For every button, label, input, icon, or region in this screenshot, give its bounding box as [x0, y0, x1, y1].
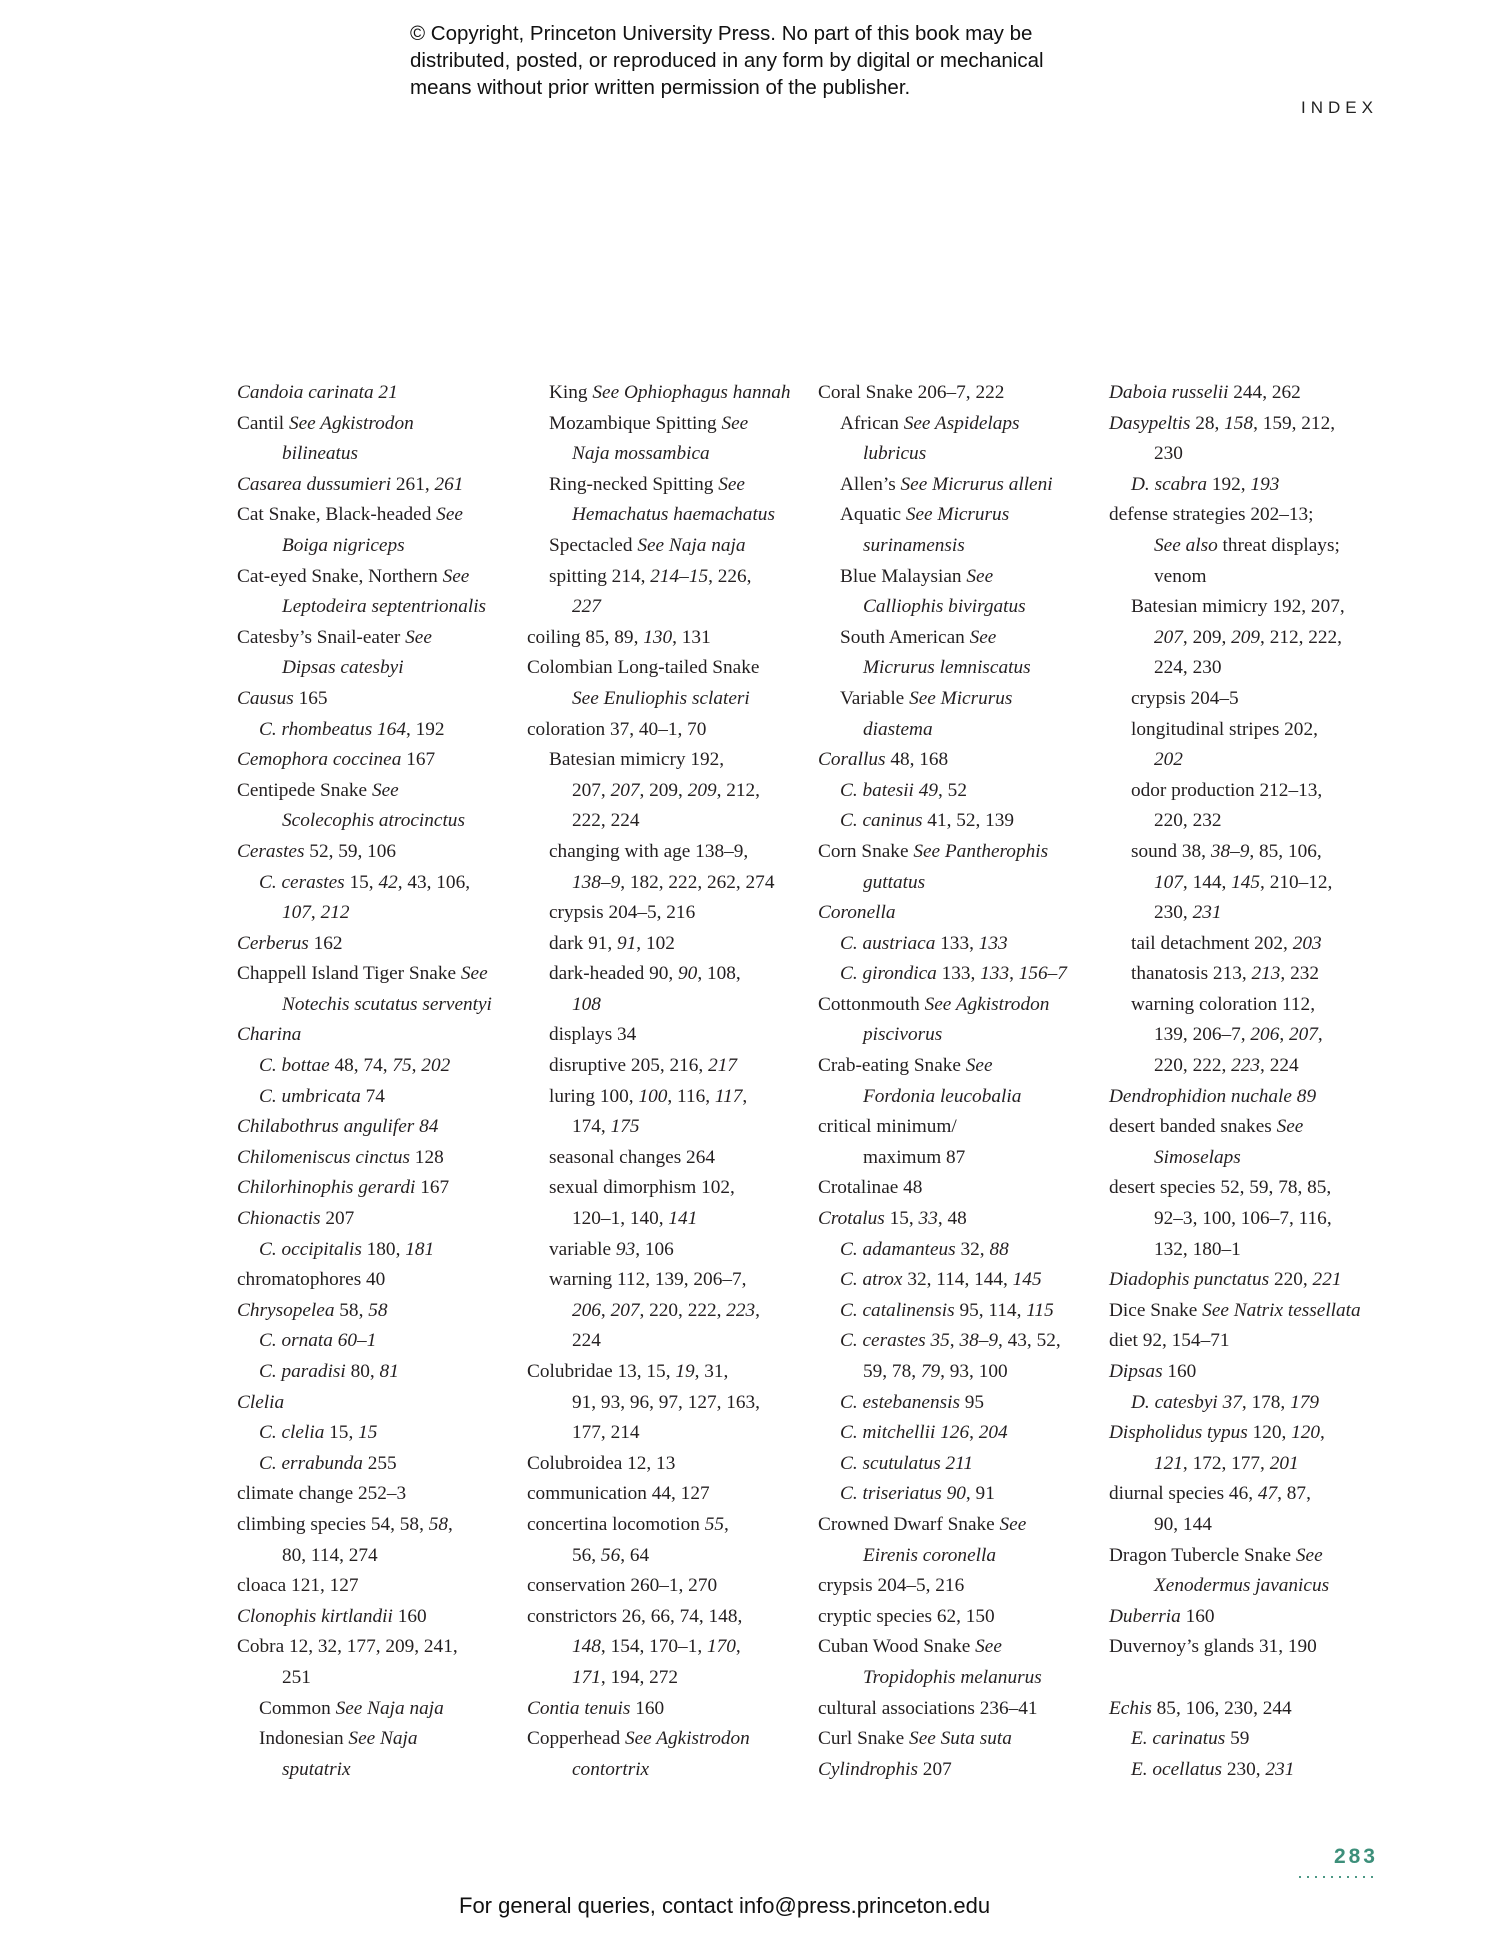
index-entry: Corn Snake See Pantherophis [818, 840, 1049, 862]
index-subentry: C. catalinensis 95, 114, 115 [840, 1299, 1054, 1321]
index-entry-continuation: 177, 214 [572, 1422, 640, 1444]
index-entry-continuation: 138–9, 182, 222, 262, 274 [572, 871, 775, 893]
index-subentry: odor production 212–13, [1131, 779, 1323, 801]
index-entry-continuation: 202 [1154, 749, 1183, 771]
index-subentry: changing with age 138–9, [549, 840, 749, 862]
index-subentry: C. triseriatus 90, 91 [840, 1483, 995, 1505]
index-entry: Catesby’s Snail-eater See [237, 626, 432, 648]
index-entry: Candoia carinata 21 [237, 382, 398, 403]
index-subentry: C. paradisi 80, 81 [259, 1361, 399, 1382]
index-subentry: displays 34 [549, 1024, 637, 1046]
index-entry-continuation: guttatus [863, 871, 926, 893]
index-entry: critical minimum/ [818, 1116, 957, 1138]
index-entry: Dragon Tubercle Snake See [1109, 1544, 1323, 1566]
contact-footer: For general queries, contact info@press.princeton.edu [459, 1893, 991, 1918]
index-subentry: Ring-necked Spitting See [549, 473, 745, 495]
index-entry-continuation: 91, 93, 96, 97, 127, 163, [572, 1391, 760, 1413]
index-entry: climate change 252–3 [237, 1483, 407, 1505]
index-entry: Causus 165 [237, 687, 328, 709]
index-entry-continuation: 251 [282, 1666, 311, 1688]
index-entry-continuation: 107, 144, 145, 210–12, [1154, 871, 1333, 893]
index-body [0, 378, 1497, 1798]
index-entry: Crotalus 15, 33, 48 [818, 1208, 967, 1230]
index-entry: Duvernoy’s glands 31, 190 [1109, 1636, 1317, 1658]
index-subentry: E. carinatus 59 [1131, 1728, 1250, 1750]
index-entry: chromatophores 40 [237, 1269, 386, 1291]
index-entry-continuation: 90, 144 [1154, 1513, 1212, 1535]
index-entry: coiling 85, 89, 130, 131 [527, 626, 711, 648]
index-subentry: dark 91, 91, 102 [549, 932, 675, 954]
index-subentry: C. bottae 48, 74, 75, 202 [259, 1055, 451, 1077]
index-entry: Cobra 12, 32, 177, 209, 241, [237, 1636, 458, 1658]
index-subentry: D. scabra 192, 193 [1131, 473, 1280, 495]
index-entry-continuation: maximum 87 [863, 1146, 966, 1168]
index-entry-continuation: 121, 172, 177, 201 [1154, 1452, 1299, 1474]
index-entry: Colubridae 13, 15, 19, 31, [527, 1361, 729, 1382]
index-entry-continuation: 227 [572, 596, 601, 618]
index-entry-continuation: 139, 206–7, 206, 207, [1154, 1024, 1323, 1046]
index-entry-continuation: 80, 114, 274 [282, 1544, 378, 1566]
index-entry: Cuban Wood Snake See [818, 1636, 1002, 1658]
index-entry: Colubroidea 12, 13 [527, 1452, 676, 1474]
index-subentry: C. scutulatus 211 [840, 1452, 974, 1474]
index-entry: Copperhead See Agkistrodon [527, 1728, 750, 1750]
index-entry-continuation: venom [1154, 565, 1207, 587]
index-entry: conservation 260–1, 270 [527, 1575, 718, 1597]
index-subentry: luring 100, 100, 116, 117, [549, 1085, 748, 1107]
index-entry-continuation: Fordonia leucobalia [863, 1085, 1022, 1107]
index-subentry: C. ornata 60–1 [259, 1330, 377, 1352]
index-entry-continuation: Boiga nigriceps [282, 534, 405, 556]
index-entry-continuation: 92–3, 100, 106–7, 116, [1154, 1208, 1332, 1230]
index-entry: Cantil See Agkistrodon [237, 412, 414, 434]
index-entry: Chionactis 207 [237, 1208, 355, 1230]
index-entry-continuation: 107, 212 [282, 902, 350, 924]
index-entry-continuation: 171, 194, 272 [572, 1666, 679, 1688]
index-entry-continuation: Micrurus lemniscatus [863, 657, 1031, 679]
index-subentry: Spectacled See Naja naja [549, 534, 746, 556]
page-number: 283 [1333, 1845, 1378, 1868]
index-entry: Dendrophidion nuchale 89 [1109, 1085, 1317, 1107]
index-column-1 [237, 378, 527, 1785]
index-subentry: Batesian mimicry 192, [549, 749, 725, 771]
index-entry-continuation: 120–1, 140, 141 [572, 1208, 698, 1230]
index-entry: Cottonmouth See Agkistrodon [818, 993, 1050, 1015]
index-entry-continuation: 222, 224 [572, 810, 640, 832]
index-entry: communication 44, 127 [527, 1483, 710, 1505]
index-entry-continuation: See also threat displays; [1154, 534, 1340, 556]
index-subentry: spitting 214, 214–15, 226, [549, 565, 752, 587]
index-entry: Chappell Island Tiger Snake See [237, 963, 488, 985]
index-entry-continuation: See Enuliophis sclateri [572, 687, 750, 709]
index-subentry: Indonesian See Naja [259, 1728, 418, 1750]
index-entry: Coronella [818, 902, 896, 924]
copyright-line: © Copyright, Princeton University Press. No part of this book may be [410, 22, 1033, 45]
index-entry: Chilomeniscus cinctus 128 [237, 1146, 444, 1168]
index-subentry: C. cerastes 15, 42, 43, 106, [259, 871, 471, 893]
page-number-dots [1296, 1876, 1378, 1878]
index-entry-continuation: 230, 231 [1154, 902, 1222, 924]
index-entry: Cylindrophis 207 [818, 1758, 952, 1780]
index-subentry: South American See [840, 626, 997, 648]
index-column-2 [527, 378, 817, 1785]
index-subentry: disruptive 205, 216, 217 [549, 1055, 737, 1077]
index-entry-continuation: Scolecophis atrocinctus [282, 810, 465, 832]
index-subentry: C. batesii 49, 52 [840, 779, 967, 801]
index-entry: Chrysopelea 58, 58 [237, 1299, 388, 1321]
index-subentry: C. rhombeatus 164, 192 [259, 718, 445, 740]
index-entry: diet 92, 154–71 [1109, 1330, 1230, 1352]
index-entry: Duberria 160 [1109, 1605, 1215, 1627]
index-entry: crypsis 204–5, 216 [818, 1575, 965, 1597]
index-entry: Cat-eyed Snake, Northern See [237, 565, 470, 587]
index-entry: Crab-eating Snake See [818, 1055, 993, 1077]
index-subentry: C. caninus 41, 52, 139 [840, 810, 1015, 832]
index-entry: Dipsas 160 [1109, 1361, 1197, 1382]
index-entry: Crowned Dwarf Snake See [818, 1513, 1027, 1535]
index-entry: Colombian Long-tailed Snake [527, 657, 760, 679]
index-entry: coloration 37, 40–1, 70 [527, 718, 707, 740]
index-entry-continuation: 224 [572, 1330, 601, 1352]
index-subentry: crypsis 204–5 [1131, 687, 1239, 709]
index-entry: Dispholidus typus 120, 120, [1109, 1422, 1325, 1444]
index-entry: Cerberus 162 [237, 932, 343, 954]
copyright-line: means without prior written permission of the publisher. [410, 76, 911, 99]
index-entry-continuation: Notechis scutatus serventyi [282, 993, 492, 1015]
index-entry: Dasypeltis 28, 158, 159, 212, [1109, 412, 1336, 434]
index-entry: Clelia [237, 1391, 285, 1413]
index-subentry: seasonal changes 264 [549, 1146, 715, 1168]
index-entry: diurnal species 46, 47, 87, [1109, 1483, 1311, 1505]
index-entry: Curl Snake See Suta suta [818, 1728, 1012, 1750]
index-entry-continuation: 220, 232 [1154, 810, 1222, 832]
index-subentry: thanatosis 213, 213, 232 [1131, 963, 1319, 985]
index-entry-continuation: Naja mossambica [572, 443, 710, 465]
index-column-3 [818, 378, 1108, 1785]
index-subentry: Variable See Micrurus [840, 687, 1013, 709]
index-entry: desert banded snakes See [1109, 1116, 1304, 1138]
index-entry: Clonophis kirtlandii 160 [237, 1605, 427, 1627]
index-entry: Echis 85, 106, 230, 244 [1109, 1697, 1292, 1719]
index-entry-continuation: Dipsas catesbyi [282, 657, 404, 679]
index-entry: Daboia russelii 244, 262 [1109, 382, 1301, 403]
index-entry: cryptic species 62, 150 [818, 1605, 995, 1627]
index-subentry: tail detachment 202, 203 [1131, 932, 1322, 954]
copyright-notice [410, 20, 1110, 101]
index-entry: climbing species 54, 58, 58, [237, 1513, 453, 1535]
index-entry: Cerastes 52, 59, 106 [237, 840, 397, 862]
index-column-4 [1109, 378, 1399, 1785]
index-entry-continuation: 206, 207, 220, 222, 223, [572, 1299, 760, 1321]
index-subentry: crypsis 204–5, 216 [549, 902, 696, 924]
index-subentry: E. ocellatus 230, 231 [1131, 1758, 1295, 1780]
index-subentry: C. adamanteus 32, 88 [840, 1238, 1009, 1260]
index-subentry: C. umbricata 74 [259, 1085, 385, 1107]
index-entry-continuation: Xenodermus javanicus [1154, 1575, 1330, 1597]
index-entry-continuation: Calliophis bivirgatus [863, 596, 1026, 618]
index-subentry: warning 112, 139, 206–7, [549, 1269, 747, 1291]
index-subentry: Allen’s See Micrurus alleni [840, 473, 1053, 495]
index-entry [1109, 1663, 1399, 1694]
running-header: INDEX [1301, 98, 1378, 117]
index-entry: Diadophis punctatus 220, 221 [1109, 1269, 1342, 1291]
index-entry: Cat Snake, Black-headed See [237, 504, 463, 526]
index-entry: Corallus 48, 168 [818, 749, 949, 771]
index-entry: cloaca 121, 127 [237, 1575, 359, 1597]
index-subentry: Blue Malaysian See [840, 565, 994, 587]
index-entry: defense strategies 202–13; [1109, 504, 1314, 526]
index-subentry: C. estebanensis 95 [840, 1391, 985, 1413]
index-entry-continuation: Hemachatus haemachatus [572, 504, 775, 526]
index-subentry: sound 38, 38–9, 85, 106, [1131, 840, 1322, 862]
index-entry-continuation: 174, 175 [572, 1116, 640, 1138]
index-subentry: C. occipitalis 180, 181 [259, 1238, 435, 1260]
index-subentry: African See Aspidelaps [840, 412, 1020, 434]
index-entry: constrictors 26, 66, 74, 148, [527, 1605, 743, 1627]
index-entry-continuation: 230 [1154, 443, 1183, 465]
index-entry-continuation: Tropidophis melanurus [863, 1666, 1042, 1688]
index-entry: Contia tenuis 160 [527, 1697, 665, 1719]
index-entry-continuation: sputatrix [282, 1758, 351, 1780]
index-subentry: Common See Naja naja [259, 1697, 444, 1719]
index-entry: Coral Snake 206–7, 222 [818, 382, 1005, 403]
index-entry-continuation: 220, 222, 223, 224 [1154, 1055, 1299, 1077]
index-entry-continuation: 207, 209, 209, 212, 222, [1154, 626, 1342, 648]
index-subentry: Aquatic See Micrurus [840, 504, 1010, 526]
index-subentry: C. errabunda 255 [259, 1452, 397, 1474]
index-entry-continuation: 148, 154, 170–1, 170, [572, 1636, 741, 1658]
index-entry-continuation: Eirenis coronella [863, 1544, 996, 1566]
index-entry-continuation: Simoselaps [1154, 1146, 1241, 1168]
index-entry-continuation: 108 [572, 993, 601, 1015]
index-entry-continuation: piscivorus [863, 1024, 943, 1046]
index-subentry: dark-headed 90, 90, 108, [549, 963, 741, 985]
index-entry: Charina [237, 1024, 302, 1046]
index-entry-continuation: surinamensis [863, 534, 965, 556]
index-entry-continuation: Leptodeira septentrionalis [282, 596, 487, 618]
index-entry: Casarea dussumieri 261, 261 [237, 473, 464, 495]
index-entry: Chilabothrus angulifer 84 [237, 1116, 439, 1138]
copyright-line: distributed, posted, or reproduced in any form by digital or mechanical [410, 49, 1044, 72]
index-subentry: longitudinal stripes 202, [1131, 718, 1318, 740]
index-subentry: C. austriaca 133, 133 [840, 932, 1008, 954]
index-subentry: Mozambique Spitting See [549, 412, 749, 434]
index-subentry: C. mitchellii 126, 204 [840, 1422, 1008, 1444]
index-entry: desert species 52, 59, 78, 85, [1109, 1177, 1332, 1199]
index-entry: Centipede Snake See [237, 779, 399, 801]
index-entry-continuation: diastema [863, 718, 933, 740]
index-subentry: warning coloration 112, [1131, 993, 1316, 1015]
index-subentry: King See Ophiophagus hannah [549, 382, 791, 403]
index-entry-continuation: 59, 78, 79, 93, 100 [863, 1361, 1008, 1382]
index-entry: Cemophora coccinea 167 [237, 749, 436, 771]
index-entry-continuation: lubricus [863, 443, 927, 465]
index-entry: concertina locomotion 55, [527, 1513, 729, 1535]
index-entry: Crotalinae 48 [818, 1177, 923, 1199]
index-entry: cultural associations 236–41 [818, 1697, 1038, 1719]
index-subentry: sexual dimorphism 102, [549, 1177, 735, 1199]
index-entry-continuation: 224, 230 [1154, 657, 1222, 679]
index-subentry: D. catesbyi 37, 178, 179 [1131, 1391, 1319, 1413]
index-subentry: C. cerastes 35, 38–9, 43, 52, [840, 1330, 1061, 1352]
index-subentry: variable 93, 106 [549, 1238, 674, 1260]
index-entry-continuation: bilineatus [282, 443, 359, 465]
index-subentry: C. atrox 32, 114, 144, 145 [840, 1269, 1042, 1291]
index-entry-continuation: contortrix [572, 1758, 650, 1780]
index-entry-continuation: 56, 56, 64 [572, 1544, 650, 1566]
index-subentry: Batesian mimicry 192, 207, [1131, 596, 1345, 618]
index-entry-continuation: 132, 180–1 [1154, 1238, 1241, 1260]
index-entry: Dice Snake See Natrix tessellata [1109, 1299, 1361, 1321]
index-subentry: C. clelia 15, 15 [259, 1422, 378, 1444]
index-entry-continuation: 207, 207, 209, 209, 212, [572, 779, 760, 801]
index-subentry: C. girondica 133, 133, 156–7 [840, 963, 1067, 985]
index-entry: Chilorhinophis gerardi 167 [237, 1177, 450, 1199]
